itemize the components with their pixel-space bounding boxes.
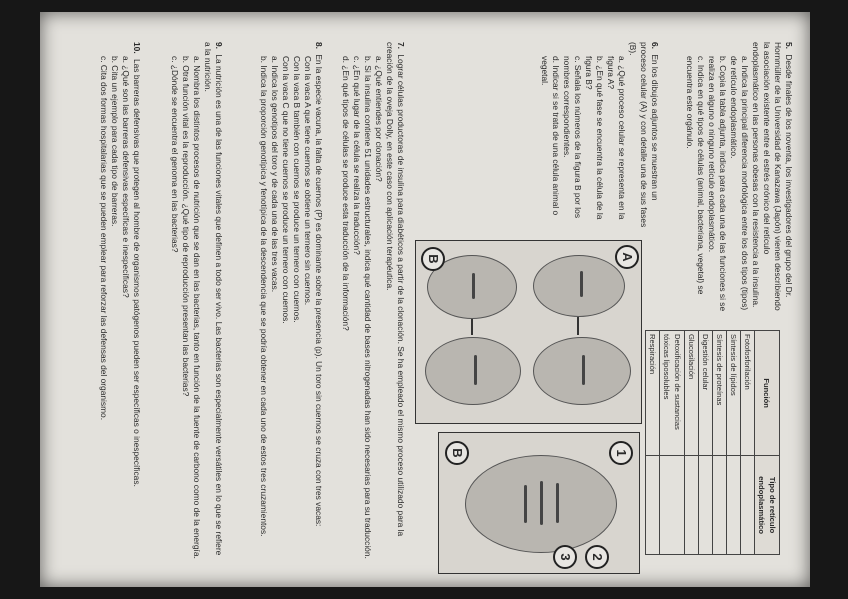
question-number: 7. <box>396 42 406 49</box>
question-7 <box>340 42 406 562</box>
question-text: En la especie vacuna, la falta de cuernos (P) es dominante sobre la presencia (p). Un toro sin cuernos se cruza con tres vacas: <box>314 54 324 527</box>
exam-page <box>40 12 810 587</box>
subquestion-b: b. Si la insulina contiene 51 unidades estructurales, indica qué cantidad de bases nitrogenadas han sido necesarias para su traducción. <box>363 56 373 559</box>
cross-line: Con la vaca B también con cuernos se produce un ternero con cuernos. <box>292 56 302 323</box>
figure-b-marker: B <box>421 247 445 271</box>
figure-b-detail <box>438 432 640 574</box>
question-6 <box>539 42 660 232</box>
question-10 <box>98 42 142 562</box>
subquestion-c: c. Señala los números de la figura B por los nombres correspondientes. <box>562 56 583 219</box>
table-row: Síntesis de lípidos <box>727 331 741 456</box>
subquestion-a: a. ¿Qué son las barreras defensivas específicas e inespecíficas? <box>121 56 131 298</box>
subquestion-a: a. ¿Qué proceso celular se representa en la figura A? <box>606 56 627 220</box>
subquestion-a: a. Indica los genotipos del toro y de cada una de las tres vacas. <box>270 56 280 293</box>
subquestion-c: c. ¿Dónde se encuentra el genoma en las bacterias? <box>170 56 180 253</box>
table-row: Fotofosforilación <box>741 331 755 456</box>
number-3-label: 3 <box>553 545 577 569</box>
question-number: 5. <box>784 42 794 49</box>
question-text: Las barreras defensivas que protegen al hombre de organismos patógenos pueden ser específicas o inespecíficas. <box>132 58 142 487</box>
cross-line: Con la vaca C que no tiene cuernos se produce un ternero con cuernos. <box>281 56 291 324</box>
subquestion-a: a. Indica la principal diferencia morfológica entre los dos tipos (tipos) de retículo endoplasmático. <box>729 56 750 311</box>
question-text: Desde finales de los noventa, los investigadores del grupo del Dr. Hornmüller de la Universidad de Kanazawa (Japón) vienen describiendo la asociación existente entre el estrés crónico del retículo endoplasmático en las personas obesas con la resistencia a la insulina. <box>751 42 794 311</box>
table-row: Síntesis de proteínas <box>713 331 727 456</box>
subquestion-d: d. Indicar si se trata de una célula animal o vegetal. <box>540 56 561 216</box>
question-5 <box>684 42 794 312</box>
exam-photo <box>40 12 810 587</box>
table-row: Digestión celular <box>699 331 713 456</box>
figure-a-label: A <box>615 245 639 269</box>
number-1-label: 1 <box>609 441 633 465</box>
question-text: La nutrición es una de las funciones vitales que definen a todo ser vivo. Las bacterias son especialmente versátiles en lo que se refiere a la nutrición. <box>203 42 224 556</box>
question-number: 9. <box>214 42 224 49</box>
question-8 <box>258 42 324 562</box>
question-9 <box>169 42 224 562</box>
table-row: Respiración <box>646 331 660 456</box>
question-number: 10. <box>132 42 142 54</box>
cell-drawing <box>533 255 625 317</box>
question-number: 8. <box>314 42 324 49</box>
cell-drawing <box>425 337 521 405</box>
subquestion-a: a. Nombra los distintos procesos de nutrición que se dan en las bacterias, tanto en función de la fuente de carbono como de la energía. <box>192 56 202 559</box>
figure-b-label: B <box>445 441 469 465</box>
question-text: Lograr células productoras de insulina para diabéticos a partir de la clonación. Se ha empleado el mismo proceso utilizado para la creación de la oveja Dolly, en este caso con aplicación terapéutica. <box>385 42 406 537</box>
table-header-function: Función <box>755 331 780 456</box>
subquestion-d: d. ¿En qué tipos de células se produce esta traducción de la información? <box>341 56 351 331</box>
cross-line: Con la vaca A que tiene cuernos se obtiene un ternero sin cuernos. <box>303 56 313 306</box>
subquestion-b: b. Otra función vital es la reproducción. ¿Qué tipo de reproducción presentan las bacterias? <box>181 56 191 397</box>
subquestion-c: c. ¿En qué lugar de la célula se realiza la traducción? <box>352 56 362 255</box>
subquestion-c: c. Indica en qué tipos de células (animal, bacteriana, vegetal) se encuentra este orgánulo. <box>685 56 706 295</box>
question-number: 6. <box>650 42 660 49</box>
subquestion-b: b. ¿En qué fase se encuentra la célula de la figura B? <box>584 56 605 220</box>
function-table <box>645 330 780 555</box>
subquestion-a: a. ¿Qué entiendes por clonación? <box>374 56 384 182</box>
function-table-wrap <box>645 330 780 555</box>
question-text: En los dibujos adjuntos se muestran un proceso celular (A) y con detalle una de sus fases (B). <box>628 42 660 228</box>
subquestion-c: c. Cita dos formas hospitalarias que se pueden emplear para reforzar las defensas del organismo. <box>99 56 109 421</box>
subquestion-b: b. Copia la tabla adjunta, indica para cada una de las funciones si se realiza en alguno o ninguno retículo endoplasmático. <box>707 56 728 312</box>
number-2-label: 2 <box>585 545 609 569</box>
figure-a-mitosis <box>415 240 642 424</box>
table-row: Glucosilación <box>685 331 699 456</box>
subquestion-b: b. Cita un ejemplo para cada tipo de barreras. <box>110 56 120 227</box>
table-row: Detoxificación de sustancias tóxicas liposolubles <box>660 331 685 456</box>
subquestion-b: b. Indica la proporción genotípica y fenotípica de la descendencia que se podría obtener en cada uno de estos tres cruzamientos. <box>259 56 269 537</box>
table-header-type: Tipo de retículo endoplasmático <box>755 456 780 555</box>
